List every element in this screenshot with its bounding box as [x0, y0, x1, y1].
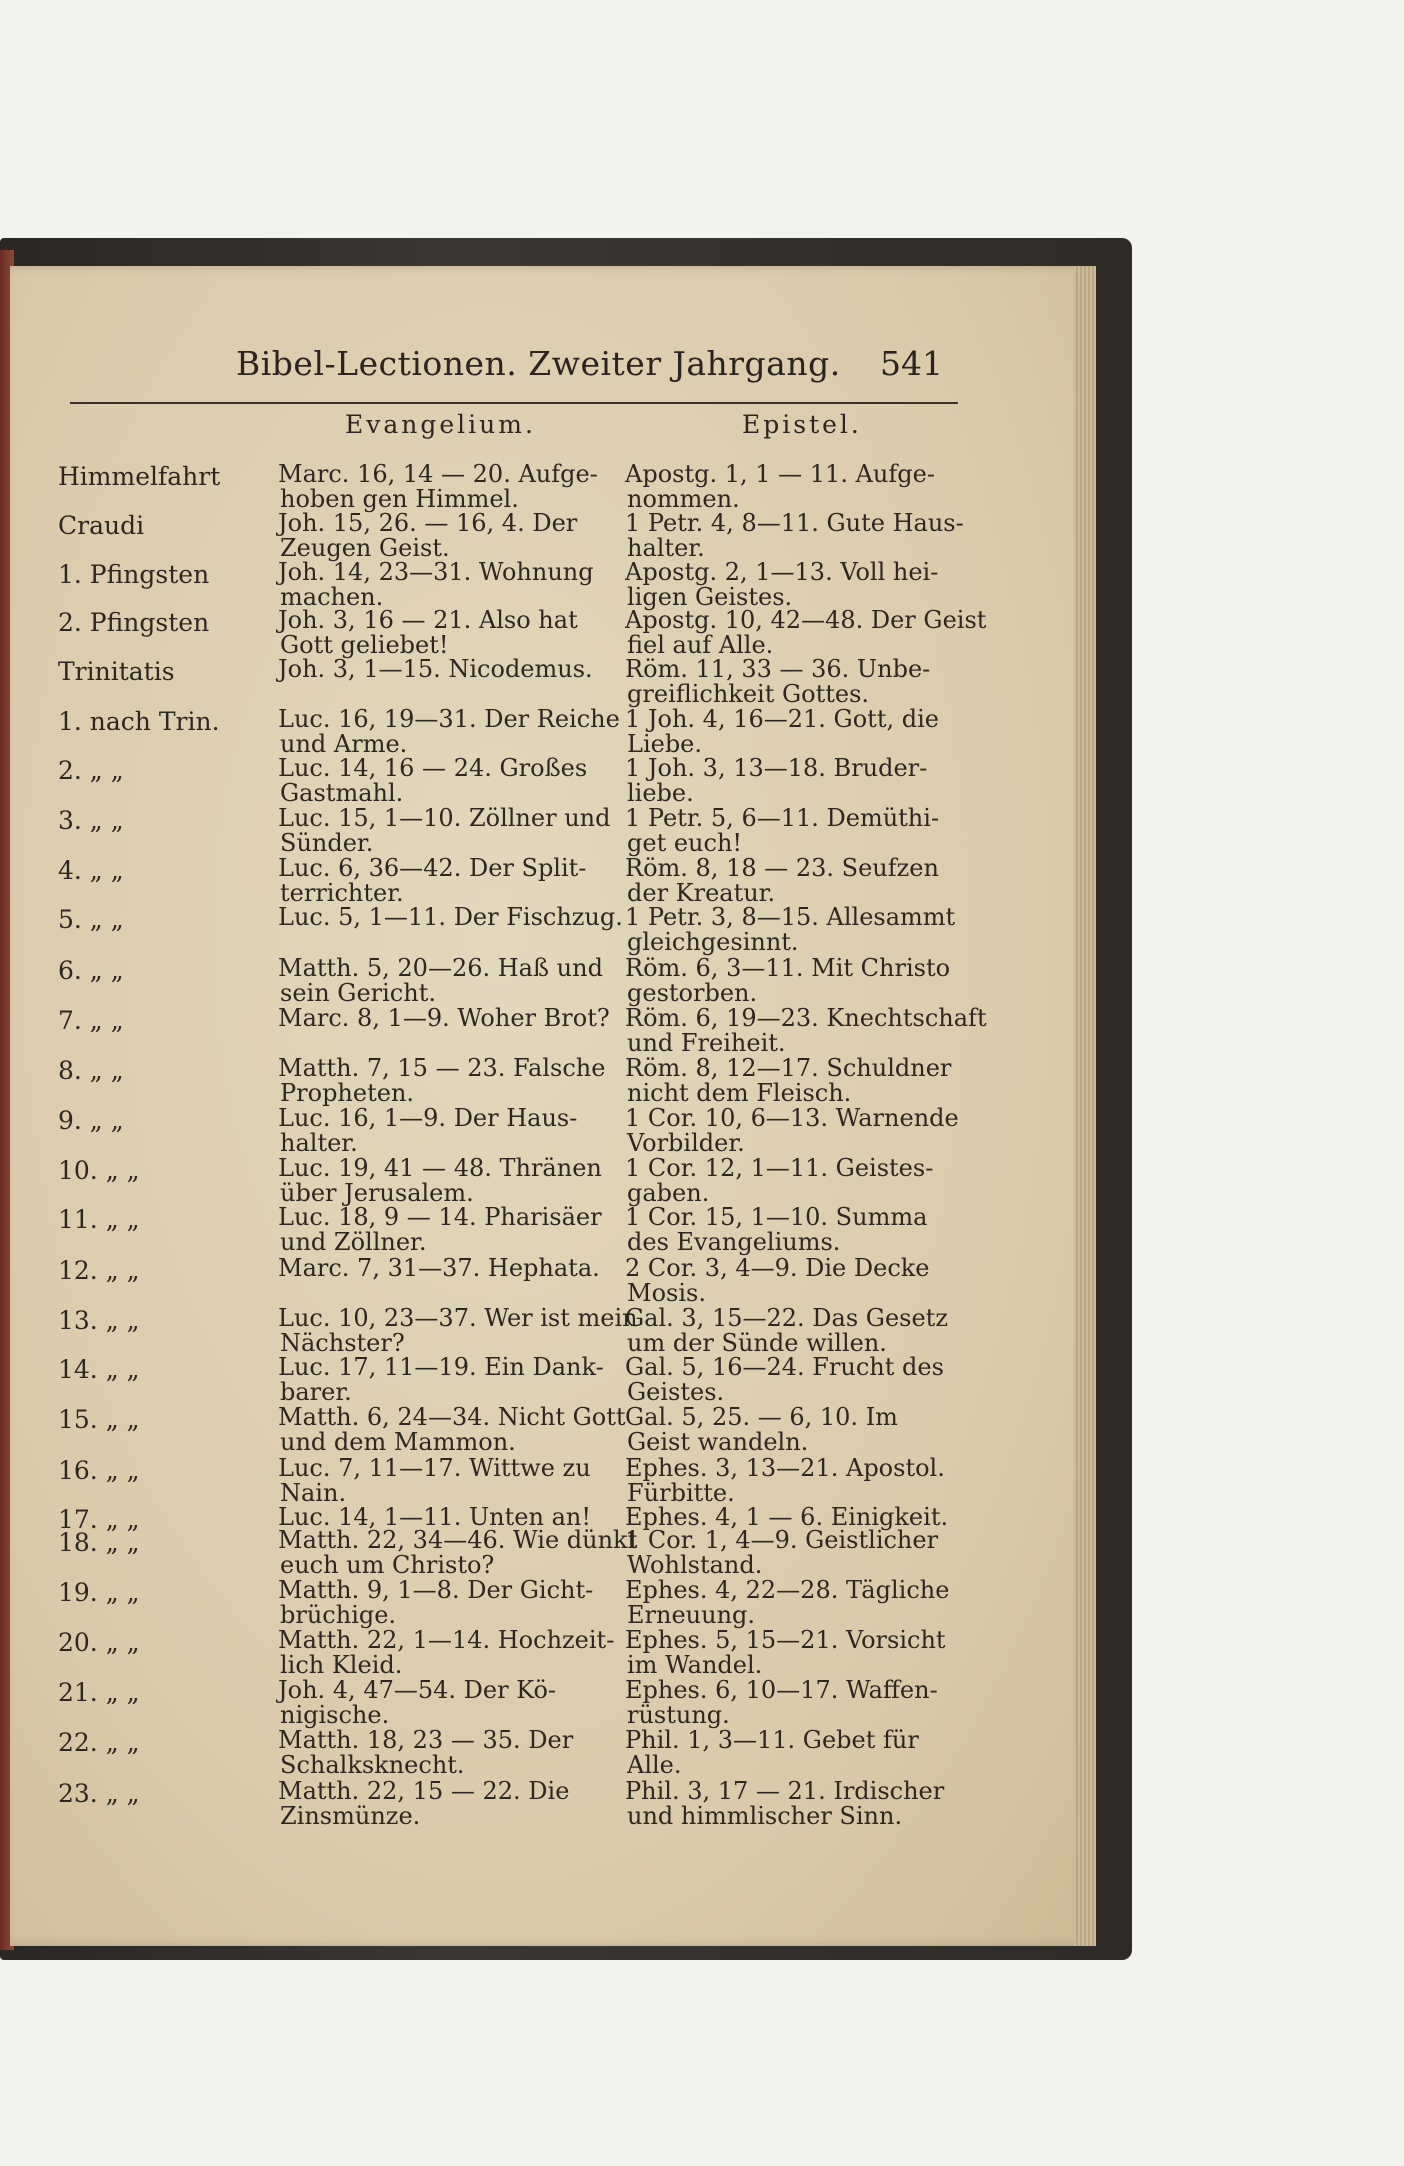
epistel-line: und Freiheit. [627, 1029, 786, 1057]
evangelium-line: Luc. 6, 36—42. Der Split- [278, 854, 587, 882]
evangelium-line: Luc. 17, 11—19. Ein Dank- [278, 1353, 604, 1381]
evangelium-line: machen. [280, 583, 384, 611]
evangelium-line: Luc. 14, 16 — 24. Großes [278, 754, 588, 782]
epistel-line: 1 Petr. 4, 8—11. Gute Haus- [625, 509, 964, 537]
epistel-line: Gal. 5, 16—24. Frucht des [625, 1353, 944, 1381]
evangelium-cell [278, 1205, 608, 1255]
evangelium-line: Joh. 3, 16 — 21. Also hat [278, 606, 578, 634]
evangelium-line: Luc. 14, 1—11. Unten an! [278, 1503, 591, 1531]
epistel-line: der Kreatur. [627, 879, 776, 907]
epistel-line: Apostg. 2, 1—13. Voll hei- [625, 558, 939, 586]
table-row [0, 1779, 1404, 1835]
sunday-label: 19. „ „ [58, 1578, 140, 1607]
table-row [0, 1205, 1404, 1261]
epistel-cell [625, 1256, 955, 1306]
evangelium-line: Nain. [280, 1479, 347, 1507]
evangelium-cell [278, 756, 608, 806]
sunday-label: 11. „ „ [58, 1205, 140, 1234]
epistel-line: fiel auf Alle. [627, 631, 774, 659]
epistel-line: Apostg. 1, 1 — 11. Aufge- [625, 460, 935, 488]
sunday-label: Craudi [58, 511, 145, 540]
sunday-label: 2. Pfingsten [58, 608, 210, 637]
evangelium-line: Matth. 22, 34—46. Wie dünkt [278, 1526, 638, 1554]
epistel-cell [625, 657, 955, 707]
evangelium-line: und Zöllner. [280, 1228, 427, 1256]
epistel-line: 1 Cor. 10, 6—13. Warnende [625, 1104, 959, 1132]
evangelium-line: barer. [280, 1378, 352, 1406]
epistel-cell [625, 606, 987, 659]
evangelium-cell [278, 560, 608, 610]
epistel-line: rüstung. [627, 1701, 730, 1729]
sunday-label: 22. „ „ [58, 1728, 140, 1757]
table-row [0, 1405, 1404, 1461]
sunday-label: 17. „ „ [58, 1505, 140, 1534]
sunday-label: 8. „ „ [58, 1056, 124, 1085]
evangelium-line: Luc. 5, 1—11. Der Fischzug. [278, 903, 623, 931]
epistel-cell [625, 462, 955, 512]
epistel-line: Fürbitte. [627, 1479, 735, 1507]
epistel-line: Gal. 3, 15—22. Das Gesetz [625, 1304, 948, 1332]
evangelium-line: über Jerusalem. [280, 1179, 474, 1207]
epistel-line: Phil. 3, 17 — 21. Irdischer [625, 1777, 945, 1805]
column-header-epistel: Epistel. [742, 410, 862, 439]
evangelium-line: Luc. 18, 9 — 14. Pharisäer [278, 1203, 602, 1231]
sunday-label: 6. „ „ [58, 956, 124, 985]
sunday-label: 1. Pfingsten [58, 560, 210, 589]
epistel-line: 1 Joh. 3, 13—18. Bruder- [625, 754, 928, 782]
epistel-line: Vorbilder. [627, 1129, 745, 1157]
epistel-line: gestorben. [627, 979, 758, 1007]
evangelium-cell [278, 856, 608, 906]
evangelium-line: hoben gen Himmel. [280, 485, 519, 513]
evangelium-line: Gastmahl. [280, 779, 404, 807]
epistel-line: get euch! [627, 829, 743, 857]
epistel-line: Ephes. 3, 13—21. Apostol. [625, 1454, 945, 1482]
epistel-line: halter. [627, 534, 705, 562]
evangelium-line: Sünder. [280, 829, 374, 857]
evangelium-line: Matth. 22, 1—14. Hochzeit- [278, 1626, 615, 1654]
table-row [0, 905, 1404, 961]
sunday-label: 21. „ „ [58, 1678, 140, 1707]
evangelium-cell [278, 1256, 608, 1281]
evangelium-cell [278, 804, 611, 857]
evangelium-line: Propheten. [280, 1079, 415, 1107]
epistel-line: Liebe. [627, 730, 703, 758]
epistel-cell [625, 806, 955, 856]
evangelium-cell [278, 1056, 608, 1106]
epistel-line: 1 Petr. 3, 8—15. Allesammt [625, 903, 956, 931]
evangelium-cell [278, 1006, 608, 1031]
epistel-cell [625, 1578, 955, 1628]
epistel-cell [625, 560, 955, 610]
evangelium-line: Matth. 7, 15 — 23. Falsche [278, 1054, 606, 1082]
epistel-line: 1 Cor. 15, 1—10. Summa [625, 1203, 928, 1231]
evangelium-cell [278, 1578, 608, 1628]
evangelium-line: Joh. 14, 23—31. Wohnung [278, 558, 594, 586]
epistel-line: Mosis. [627, 1279, 706, 1307]
epistel-cell [625, 1104, 959, 1157]
evangelium-line: brüchige. [280, 1601, 397, 1629]
evangelium-cell [278, 956, 608, 1006]
evangelium-line: Gott geliebet! [280, 631, 449, 659]
sunday-label: 4. „ „ [58, 856, 124, 885]
epistel-line: um der Sünde willen. [627, 1329, 887, 1357]
evangelium-cell [278, 657, 608, 682]
evangelium-line: Joh. 15, 26. — 16, 4. Der [278, 509, 578, 537]
epistel-line: Röm. 8, 12—17. Schuldner [625, 1054, 952, 1082]
epistel-line: 1 Joh. 4, 16—21. Gott, die [625, 705, 939, 733]
epistel-line: Wohlstand. [627, 1551, 763, 1579]
evangelium-cell [278, 1355, 608, 1405]
epistel-line: Röm. 6, 3—11. Mit Christo [625, 954, 951, 982]
epistel-cell [625, 956, 955, 1006]
epistel-line: Geistes. [627, 1378, 725, 1406]
epistel-line: des Evangeliums. [627, 1228, 841, 1256]
evangelium-cell [278, 1728, 608, 1778]
epistel-cell [625, 1205, 955, 1255]
evangelium-line: Luc. 19, 41 — 48. Thränen [278, 1154, 602, 1182]
evangelium-line: lich Kleid. [280, 1651, 403, 1679]
epistel-cell [625, 1528, 955, 1578]
evangelium-line: terrichter. [280, 879, 404, 907]
epistel-cell [625, 1355, 955, 1405]
evangelium-line: und dem Mammon. [280, 1428, 516, 1456]
epistel-line: Ephes. 6, 10—17. Waffen- [625, 1676, 938, 1704]
evangelium-cell [278, 1304, 638, 1357]
epistel-line: Apostg. 10, 42—48. Der Geist [625, 606, 987, 634]
sunday-label: 12. „ „ [58, 1256, 140, 1285]
evangelium-line: Luc. 10, 23—37. Wer ist mein [278, 1304, 638, 1332]
sunday-label: 5. „ „ [58, 905, 124, 934]
epistel-line: gleichgesinnt. [627, 928, 799, 956]
evangelium-line: Zinsmünze. [280, 1802, 421, 1830]
evangelium-line: Luc. 16, 19—31. Der Reiche [278, 705, 620, 733]
evangelium-line: halter. [280, 1129, 358, 1157]
evangelium-line: Marc. 16, 14 — 20. Aufge- [278, 460, 598, 488]
epistel-line: nommen. [627, 485, 740, 513]
epistel-cell [625, 1628, 955, 1678]
epistel-line: greiflichkeit Gottes. [627, 680, 870, 708]
sunday-label: 7. „ „ [58, 1006, 124, 1035]
epistel-cell [625, 905, 955, 955]
column-header-evangelium: Evangelium. [345, 410, 536, 439]
epistel-cell [625, 1306, 955, 1356]
sunday-label: 1. nach Trin. [58, 707, 220, 736]
epistel-line: liebe. [627, 779, 694, 807]
epistel-line: ligen Geistes. [627, 583, 793, 611]
epistel-line: Geist wandeln. [627, 1428, 809, 1456]
sunday-label: 9. „ „ [58, 1106, 124, 1135]
epistel-cell [625, 1405, 955, 1455]
evangelium-line: nigische. [280, 1701, 390, 1729]
sunday-label: Trinitatis [58, 657, 175, 686]
table-row [0, 1728, 1404, 1784]
evangelium-cell [278, 1106, 608, 1156]
epistel-cell [625, 1004, 987, 1057]
sunday-label: 10. „ „ [58, 1156, 140, 1185]
evangelium-line: Nächster? [280, 1329, 405, 1357]
evangelium-cell [278, 1779, 608, 1829]
evangelium-cell [278, 1156, 608, 1206]
epistel-line: 1 Petr. 5, 6—11. Demüthi- [625, 804, 940, 832]
sunday-label: 23. „ „ [58, 1779, 140, 1808]
sunday-label: 14. „ „ [58, 1355, 140, 1384]
evangelium-line: Matth. 6, 24—34. Nicht Gott [278, 1403, 626, 1431]
sunday-label: 16. „ „ [58, 1456, 140, 1485]
epistel-line: 1 Cor. 1, 4—9. Geistlicher [625, 1526, 939, 1554]
epistel-line: gaben. [627, 1179, 710, 1207]
evangelium-line: Joh. 3, 1—15. Nicodemus. [278, 655, 593, 683]
evangelium-cell [278, 1456, 608, 1506]
evangelium-cell [278, 1626, 615, 1679]
epistel-line: nicht dem Fleisch. [627, 1079, 852, 1107]
evangelium-line: Schalksknecht. [280, 1751, 465, 1779]
epistel-line: 2 Cor. 3, 4—9. Die Decke [625, 1254, 930, 1282]
epistel-cell [625, 707, 955, 757]
sunday-label: 18. „ „ [58, 1528, 140, 1557]
evangelium-cell [278, 511, 608, 561]
epistel-line: Alle. [627, 1751, 682, 1779]
evangelium-cell [278, 462, 608, 512]
sunday-label: 20. „ „ [58, 1628, 140, 1657]
evangelium-line: Luc. 7, 11—17. Wittwe zu [278, 1454, 591, 1482]
evangelium-line: Matth. 5, 20—26. Haß und [278, 954, 603, 982]
evangelium-line: Joh. 4, 47—54. Der Kö- [278, 1676, 557, 1704]
epistel-line: Ephes. 5, 15—21. Vorsicht [625, 1626, 946, 1654]
epistel-cell [625, 1678, 955, 1728]
epistel-line: und himmlischer Sinn. [627, 1802, 903, 1830]
evangelium-cell [278, 903, 623, 931]
evangelium-line: Marc. 7, 31—37. Hephata. [278, 1254, 600, 1282]
epistel-line: Röm. 11, 33 — 36. Unbe- [625, 655, 931, 683]
epistel-cell [625, 509, 964, 562]
epistel-line: Gal. 5, 25. — 6, 10. Im [625, 1403, 898, 1431]
epistel-cell [625, 1456, 955, 1506]
sunday-label: 15. „ „ [58, 1405, 140, 1434]
epistel-line: Phil. 1, 3—11. Gebet für [625, 1726, 919, 1754]
epistel-cell [625, 1156, 955, 1206]
evangelium-line: Matth. 22, 15 — 22. Die [278, 1777, 570, 1805]
evangelium-line: und Arme. [280, 730, 408, 758]
sunday-label: 2. „ „ [58, 756, 124, 785]
evangelium-line: euch um Christo? [280, 1551, 495, 1579]
evangelium-line: Zeugen Geist. [280, 534, 450, 562]
evangelium-line: Luc. 15, 1—10. Zöllner und [278, 804, 611, 832]
evangelium-line: Matth. 18, 23 — 35. Der [278, 1726, 574, 1754]
epistel-cell [625, 1056, 955, 1106]
evangelium-cell [278, 1678, 608, 1728]
evangelium-cell [278, 1403, 626, 1456]
epistel-line: im Wandel. [627, 1651, 763, 1679]
evangelium-cell [278, 705, 620, 758]
evangelium-line: Luc. 16, 1—9. Der Haus- [278, 1104, 578, 1132]
epistel-line: Ephes. 4, 22—28. Tägliche [625, 1576, 950, 1604]
sunday-label: 3. „ „ [58, 806, 124, 835]
evangelium-line: sein Gericht. [280, 979, 436, 1007]
epistel-line: Röm. 6, 19—23. Knechtschaft [625, 1004, 987, 1032]
epistel-line: Ephes. 4, 1 — 6. Einigkeit. [625, 1503, 949, 1531]
page-number: 541 [880, 344, 943, 383]
evangelium-cell [278, 608, 608, 658]
sunday-label: 13. „ „ [58, 1306, 140, 1335]
evangelium-line: Matth. 9, 1—8. Der Gicht- [278, 1576, 594, 1604]
epistel-cell [625, 756, 955, 806]
epistel-line: Erneuung. [627, 1601, 756, 1629]
epistel-line: 1 Cor. 12, 1—11. Geistes- [625, 1154, 934, 1182]
epistel-cell [625, 1728, 955, 1778]
evangelium-line: Marc. 8, 1—9. Woher Brot? [278, 1004, 610, 1032]
sunday-label: Himmelfahrt [58, 462, 221, 491]
page-title: Bibel-Lectionen. Zweiter Jahrgang. [236, 344, 841, 383]
evangelium-cell [278, 1526, 638, 1579]
epistel-cell [625, 1779, 955, 1829]
epistel-cell [625, 856, 955, 906]
epistel-line: Röm. 8, 18 — 23. Seufzen [625, 854, 939, 882]
